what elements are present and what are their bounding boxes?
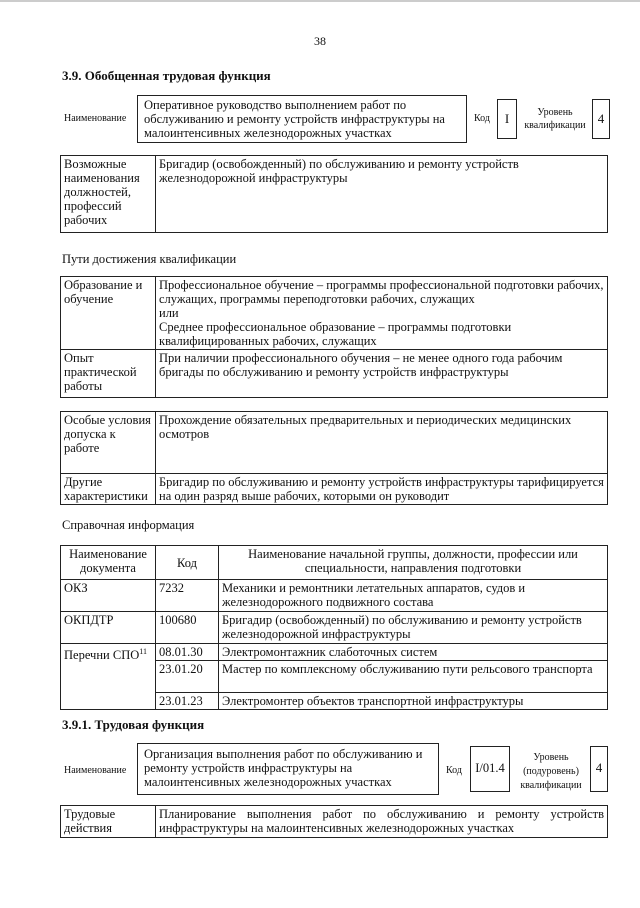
spo-doc bbox=[61, 644, 156, 710]
okpdtr-name: Бригадир (освобожденный) по обслуживанию и ремонту устройств железнодорожной инфраструктуры bbox=[219, 612, 608, 644]
paths-heading: Пути достижения квалификации bbox=[62, 252, 237, 266]
labor-actions-table bbox=[60, 805, 608, 838]
labor-actions-value: Планирование выполнения работ по обслуживанию и ремонту устройств инфраструктуры на малоинтенсивных железнодорожных участках bbox=[156, 806, 608, 838]
col-name-header: Наименование начальной группы, должности, профессии или специальности, направления подготовки bbox=[219, 546, 608, 580]
spo-doc-label: Перечни СПО bbox=[64, 648, 140, 663]
table-row bbox=[61, 612, 608, 644]
col-document-header: Наименование документа bbox=[61, 546, 156, 580]
name-label-2: Наименование bbox=[64, 765, 127, 776]
level-box bbox=[592, 99, 610, 139]
education-value: Профессиональное обучение – программы профессиональной подготовки рабочих, служащих, программы переподготовки рабочих, служащих или Среднее профессиональное образование – программы подготовки квалифицированных рабочих, служащих bbox=[156, 277, 608, 350]
level-value: 4 bbox=[597, 111, 605, 126]
page-number: 38 bbox=[314, 34, 326, 48]
special-conditions-label: Особые условия допуска к работе bbox=[61, 412, 156, 474]
code-value: I bbox=[504, 111, 510, 126]
page-top-edge bbox=[0, 0, 640, 2]
code-value-2: I/01.4 bbox=[475, 761, 505, 775]
okpdtr-code: 100680 bbox=[156, 612, 219, 644]
okz-doc: ОКЗ bbox=[61, 580, 156, 612]
reference-table bbox=[60, 545, 608, 710]
col-code-header: Код bbox=[156, 546, 219, 580]
labor-function-name: Организация выполнения работ по обслуживанию и ремонту устройств инфраструктуры на малоинтенсивных железнодорожных участках bbox=[144, 747, 423, 789]
experience-label: Опыт практической работы bbox=[61, 350, 156, 398]
name-label: Наименование bbox=[64, 113, 127, 124]
spo-name-1: Электромонтажник слаботочных систем bbox=[219, 644, 608, 661]
spo-name-3: Электромонтер объектов транспортной инфраструктуры bbox=[219, 693, 608, 710]
spo-code-1: 08.01.30 bbox=[156, 644, 219, 661]
level-label: Уровень квалификации bbox=[524, 107, 586, 131]
level-box-2 bbox=[590, 746, 608, 792]
okpdtr-doc: ОКПДТР bbox=[61, 612, 156, 644]
labor-function-name-box bbox=[137, 743, 439, 795]
spo-code-2: 23.01.20 bbox=[156, 661, 219, 693]
okz-code: 7232 bbox=[156, 580, 219, 612]
generalized-function-name-box bbox=[137, 95, 467, 143]
code-box bbox=[497, 99, 517, 139]
other-characteristics-value: Бригадир по обслуживанию и ремонту устройств инфраструктуры тарифицируется на один разряд выше рабочих, которыми он руководит bbox=[156, 474, 608, 505]
paths-table bbox=[60, 276, 608, 398]
spo-name-2: Мастер по комплексному обслуживанию пути рельсового транспорта bbox=[219, 661, 608, 693]
reference-heading: Справочная информация bbox=[62, 518, 195, 532]
table-row bbox=[61, 580, 608, 612]
positions-table bbox=[60, 155, 608, 233]
code-label-2: Код bbox=[446, 765, 462, 776]
code-box-2 bbox=[470, 746, 510, 792]
okz-name: Механики и ремонтники летательных аппаратов, судов и железнодорожного подвижного состава bbox=[219, 580, 608, 612]
positions-label: Возможные наименования должностей, профессий рабочих bbox=[61, 156, 156, 233]
experience-value: При наличии профессионального обучения – не менее одного года рабочим бригады по обслуживанию и ремонту устройств инфраструктуры bbox=[156, 350, 608, 398]
spo-code-3: 23.01.23 bbox=[156, 693, 219, 710]
code-label: Код bbox=[474, 113, 490, 124]
education-label: Образование и обучение bbox=[61, 277, 156, 350]
special-conditions-value: Прохождение обязательных предварительных и периодических медицинских осмотров bbox=[156, 412, 608, 474]
level-label-2: Уровень (подуровень) квалификации bbox=[520, 752, 582, 791]
other-characteristics-label: Другие характеристики bbox=[61, 474, 156, 505]
level-value-2: 4 bbox=[595, 760, 603, 775]
labor-actions-label: Трудовые действия bbox=[61, 806, 156, 838]
conditions-table bbox=[60, 411, 608, 505]
table-row bbox=[61, 644, 608, 661]
section-heading-3-9: 3.9. Обобщенная трудовая функция bbox=[62, 68, 271, 83]
section-heading-3-9-1: 3.9.1. Трудовая функция bbox=[62, 717, 205, 732]
generalized-function-name: Оперативное руководство выполнением работ по обслуживанию и ремонту устройств инфраструктуры на малоинтенсивных железнодорожных участках bbox=[144, 98, 445, 140]
positions-value: Бригадир (освобожденный) по обслуживанию и ремонту устройств железнодорожной инфраструктуры bbox=[156, 156, 608, 233]
footnote-marker: 11 bbox=[139, 647, 147, 656]
